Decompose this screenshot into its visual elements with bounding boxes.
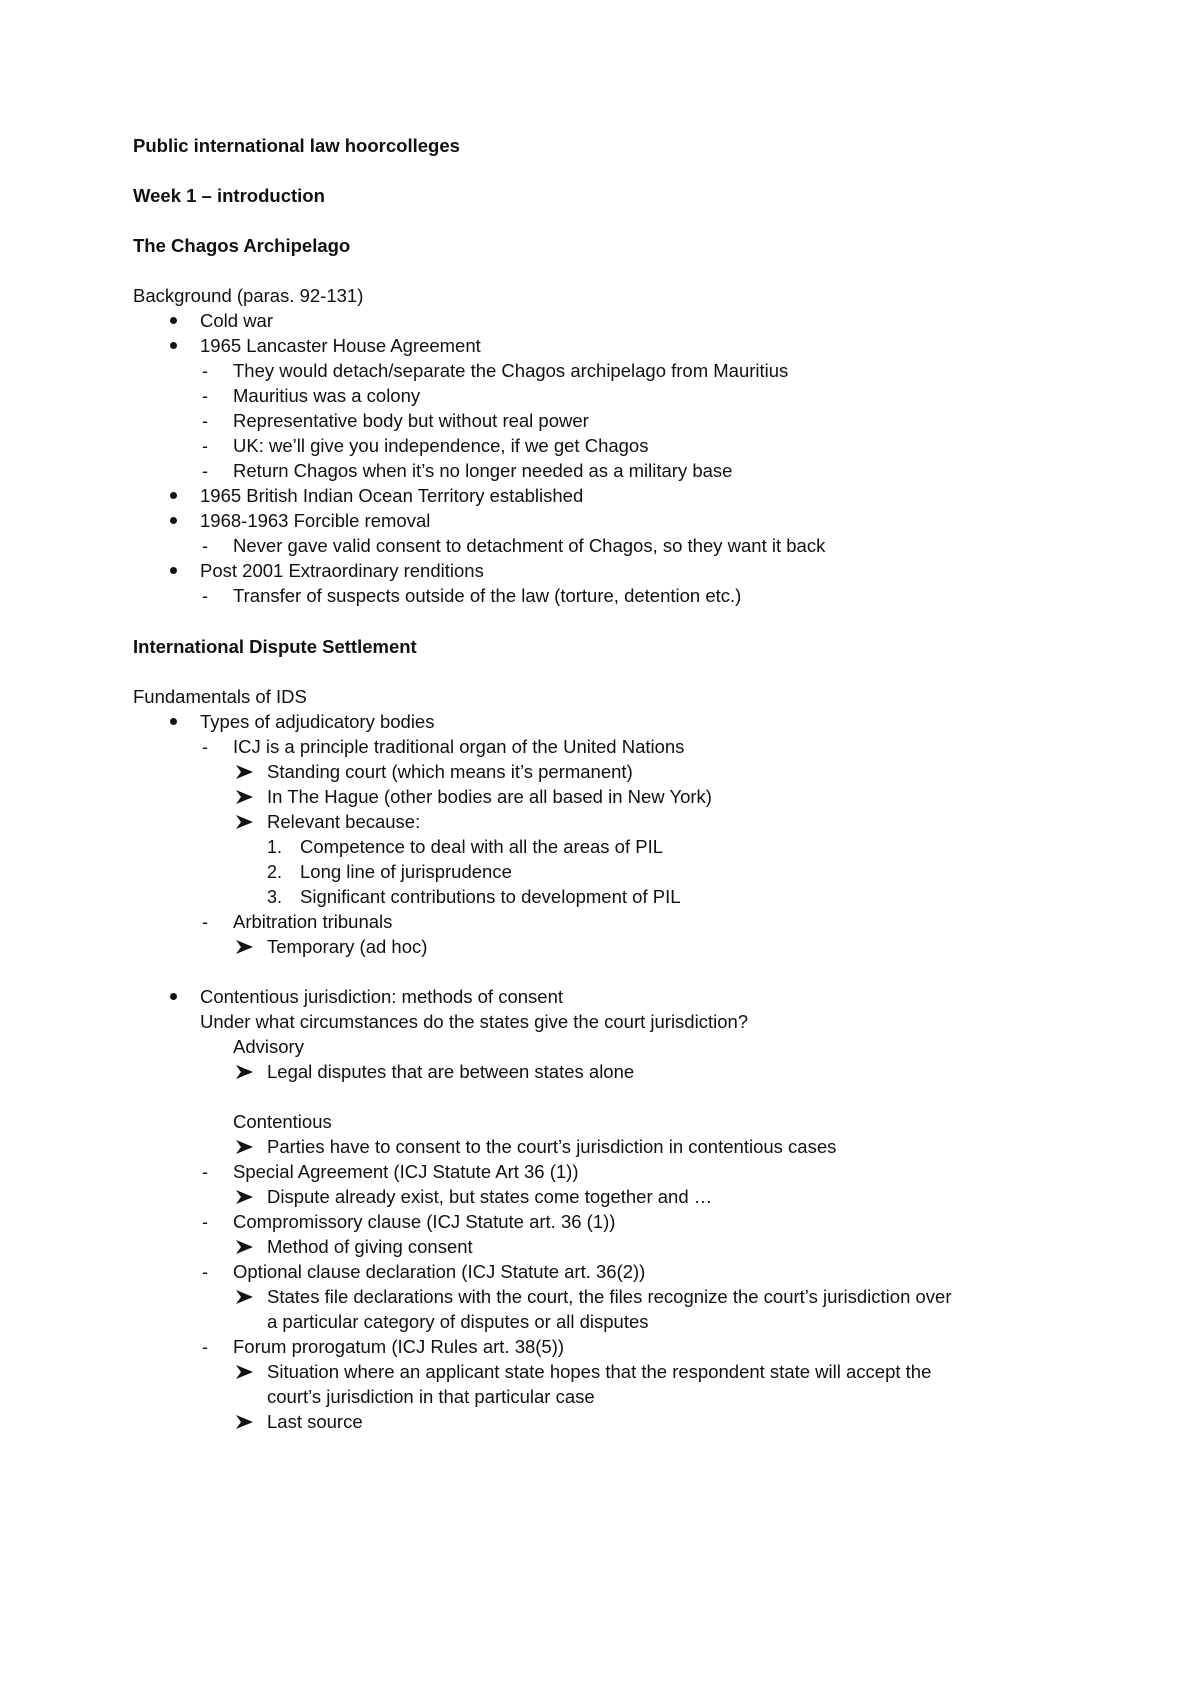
list-item: Long line of jurisprudence bbox=[300, 861, 512, 882]
arrow-bullet-icon bbox=[235, 1139, 255, 1155]
list-item: Legal disputes that are between states alone bbox=[267, 1061, 635, 1082]
bullet-icon bbox=[170, 317, 177, 324]
fundamentals-label: Fundamentals of IDS bbox=[133, 686, 307, 707]
list-item: States file declarations with the court, the files recognize the court’s jurisdiction over bbox=[267, 1286, 952, 1307]
list-item: Standing court (which means it’s permanent) bbox=[267, 761, 633, 782]
dash-icon: - bbox=[202, 586, 208, 606]
bullet-icon bbox=[170, 993, 177, 1000]
number-marker: 2. bbox=[267, 862, 283, 882]
advisory-label: Advisory bbox=[233, 1036, 304, 1057]
arrow-bullet-icon bbox=[235, 789, 255, 805]
arrow-bullet-icon bbox=[235, 939, 255, 955]
list-item: ICJ is a principle traditional organ of the United Nations bbox=[233, 736, 685, 757]
list-item: Arbitration tribunals bbox=[233, 911, 393, 932]
chagos-heading: The Chagos Archipelago bbox=[133, 235, 351, 256]
dash-icon: - bbox=[202, 1212, 208, 1232]
ids-heading: International Dispute Settlement bbox=[133, 636, 417, 657]
dash-icon: - bbox=[202, 461, 208, 481]
list-item: 1965 British Indian Ocean Territory established bbox=[200, 485, 584, 506]
bullet-icon bbox=[170, 718, 177, 725]
dash-icon: - bbox=[202, 1262, 208, 1282]
arrow-bullet-icon bbox=[235, 1239, 255, 1255]
list-item: 1968-1963 Forcible removal bbox=[200, 510, 431, 531]
bullet-icon bbox=[170, 517, 177, 524]
dash-icon: - bbox=[202, 436, 208, 456]
list-item: Compromissory clause (ICJ Statute art. 36 (1)) bbox=[233, 1211, 616, 1232]
number-marker: 3. bbox=[267, 887, 283, 907]
list-item: Temporary (ad hoc) bbox=[267, 936, 428, 957]
background-label: Background (paras. 92-131) bbox=[133, 285, 364, 306]
dash-icon: - bbox=[202, 386, 208, 406]
list-item: Dispute already exist, but states come together and … bbox=[267, 1186, 713, 1207]
number-marker: 1. bbox=[267, 837, 283, 857]
question-text: Under what circumstances do the states give the court jurisdiction? bbox=[200, 1011, 749, 1032]
list-item: Contentious jurisdiction: methods of consent bbox=[200, 986, 564, 1007]
list-item: Forum prorogatum (ICJ Rules art. 38(5)) bbox=[233, 1336, 565, 1357]
list-item: Mauritius was a colony bbox=[233, 385, 421, 406]
list-item: Last source bbox=[267, 1411, 363, 1432]
arrow-bullet-icon bbox=[235, 1064, 255, 1080]
arrow-bullet-icon bbox=[235, 1364, 255, 1380]
list-item: In The Hague (other bodies are all based in New York) bbox=[267, 786, 712, 807]
dash-icon: - bbox=[202, 536, 208, 556]
list-item: Parties have to consent to the court’s jurisdiction in contentious cases bbox=[267, 1136, 837, 1157]
list-item: Optional clause declaration (ICJ Statute art. 36(2)) bbox=[233, 1261, 646, 1282]
dash-icon: - bbox=[202, 912, 208, 932]
list-item: Return Chagos when it’s no longer needed as a military base bbox=[233, 460, 733, 481]
list-item: Types of adjudicatory bodies bbox=[200, 711, 435, 732]
week-heading: Week 1 – introduction bbox=[133, 185, 325, 206]
list-item: Competence to deal with all the areas of PIL bbox=[300, 836, 664, 857]
arrow-bullet-icon bbox=[235, 764, 255, 780]
list-item: They would detach/separate the Chagos archipelago from Mauritius bbox=[233, 360, 789, 381]
list-item: Cold war bbox=[200, 310, 273, 331]
arrow-bullet-icon bbox=[235, 1414, 255, 1430]
dash-icon: - bbox=[202, 1162, 208, 1182]
list-item: Method of giving consent bbox=[267, 1236, 473, 1257]
bullet-icon bbox=[170, 342, 177, 349]
dash-icon: - bbox=[202, 361, 208, 381]
list-item: 1965 Lancaster House Agreement bbox=[200, 335, 481, 356]
document-title: Public international law hoorcolleges bbox=[133, 135, 460, 156]
dash-icon: - bbox=[202, 737, 208, 757]
list-item: UK: we’ll give you independence, if we get Chagos bbox=[233, 435, 649, 456]
arrow-bullet-icon bbox=[235, 1289, 255, 1305]
list-item: Never gave valid consent to detachment of Chagos, so they want it back bbox=[233, 535, 826, 556]
list-item-continuation: court’s jurisdiction in that particular case bbox=[267, 1386, 595, 1407]
arrow-bullet-icon bbox=[235, 1189, 255, 1205]
bullet-icon bbox=[170, 492, 177, 499]
list-item: Situation where an applicant state hopes that the respondent state will accept the bbox=[267, 1361, 932, 1382]
list-item: Post 2001 Extraordinary renditions bbox=[200, 560, 484, 581]
dash-icon: - bbox=[202, 411, 208, 431]
dash-icon: - bbox=[202, 1337, 208, 1357]
list-item: Representative body but without real power bbox=[233, 410, 589, 431]
list-item-continuation: a particular category of disputes or all disputes bbox=[267, 1311, 649, 1332]
contentious-label: Contentious bbox=[233, 1111, 332, 1132]
list-item: Significant contributions to development of PIL bbox=[300, 886, 681, 907]
arrow-bullet-icon bbox=[235, 814, 255, 830]
list-item: Relevant because: bbox=[267, 811, 421, 832]
list-item: Special Agreement (ICJ Statute Art 36 (1)) bbox=[233, 1161, 579, 1182]
bullet-icon bbox=[170, 567, 177, 574]
list-item: Transfer of suspects outside of the law (torture, detention etc.) bbox=[233, 585, 742, 606]
